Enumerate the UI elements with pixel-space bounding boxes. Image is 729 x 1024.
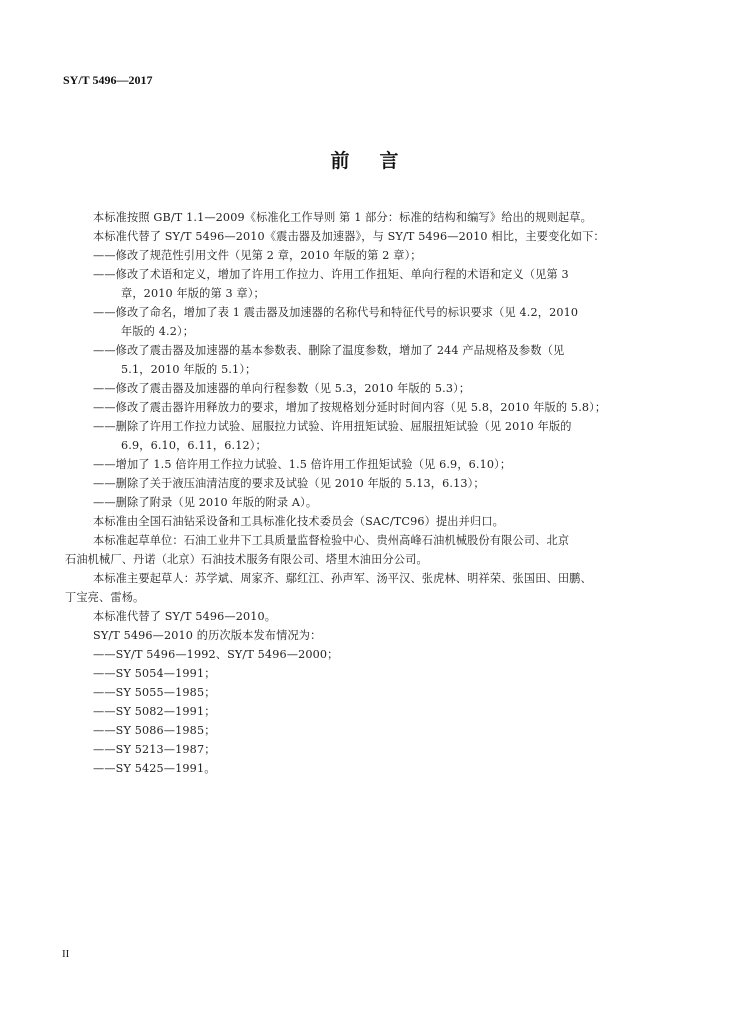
list-item-continuation: 6.9，6.10，6.11，6.12）；	[121, 439, 267, 452]
text-line: SY/T 5496—2010 的历次版本发布情况为：	[93, 629, 322, 642]
text-line: 本标准代替了 SY/T 5496—2010。	[93, 610, 277, 623]
list-item-continuation: 章，2010 年版的第 3 章）；	[121, 287, 265, 300]
list-item: ——修改了震击器及加速器的基本参数表、删除了温度参数，增加了 244 产品规格及参数（见	[93, 344, 565, 357]
list-item: ——SY 5213—1987；	[93, 743, 216, 756]
list-item: ——修改了术语和定义，增加了许用工作拉力、许用工作扭矩、单向行程的术语和定义（见第 3	[93, 268, 569, 281]
text-line: 本标准按照 GB/T 1.1—2009《标准化工作导则 第 1 部分：标准的结构和编写》给出的规则起草。	[93, 211, 592, 224]
list-item: ——SY 5082—1991；	[93, 705, 216, 718]
list-item: ——修改了规范性引用文件（见第 2 章，2010 年版的第 2 章）；	[93, 249, 422, 262]
page-title: 前言	[330, 150, 429, 172]
text-line: 本标准主要起草人：苏学斌、周家齐、鄢红江、孙声军、汤平汉、张虎林、明祥荣、张国田、田鹏、	[93, 572, 592, 585]
page-number: II	[62, 948, 70, 960]
list-item: ——修改了震击器及加速器的单向行程参数（见 5.3，2010 年版的 5.3）；	[93, 382, 471, 395]
text-line: 本标准代替了 SY/T 5496—2010《震击器及加速器》，与 SY/T 5496—2010 相比，主要变化如下：	[93, 230, 605, 243]
text-line: 本标准起草单位：石油工业井下工具质量监督检验中心、贵州高峰石油机械股份有限公司、北京	[93, 534, 570, 547]
standard-code: SY/T 5496—2017	[63, 73, 153, 87]
list-item: ——增加了 1.5 倍许用工作拉力试验、1.5 倍许用工作扭矩试验（见 6.9，6.10）；	[93, 458, 512, 471]
list-item: ——SY 5086—1985；	[93, 724, 216, 737]
list-item: ——修改了震击器许用释放力的要求，增加了按规格划分延时时间内容（见 5.8，2010 年版的 5.8）；	[93, 401, 607, 414]
list-item: ——SY 5055—1985；	[93, 686, 216, 699]
list-item: ——SY 5425—1991。	[93, 762, 216, 775]
text-line-continuation: 石油机械厂、丹诺（北京）石油技术服务有限公司、塔里木油田分公司。	[65, 553, 428, 566]
list-item: ——删除了关于液压油清洁度的要求及试验（见 2010 年版的 5.13，6.13）；	[93, 477, 485, 490]
list-item: ——删除了附录（见 2010 年版的附录 A）。	[93, 496, 318, 509]
list-item-continuation: 5.1，2010 年版的 5.1）；	[121, 363, 257, 376]
text-line: 本标准由全国石油钻采设备和工具标准化技术委员会（SAC/TC96）提出并归口。	[93, 515, 504, 528]
list-item-continuation: 年版的 4.2）；	[121, 325, 195, 338]
text-line-continuation: 丁宝亮、雷杨。	[65, 591, 145, 604]
list-item: ——SY/T 5496—1992、SY/T 5496—2000；	[93, 648, 339, 661]
list-item: ——删除了许用工作拉力试验、屈服拉力试验、许用扭矩试验、屈服扭矩试验（见 2010 年版的	[93, 420, 572, 433]
list-item: ——修改了命名，增加了表 1 震击器及加速器的名称代号和特征代号的标识要求（见 4.2，2010	[93, 306, 579, 319]
list-item: ——SY 5054—1991；	[93, 667, 216, 680]
